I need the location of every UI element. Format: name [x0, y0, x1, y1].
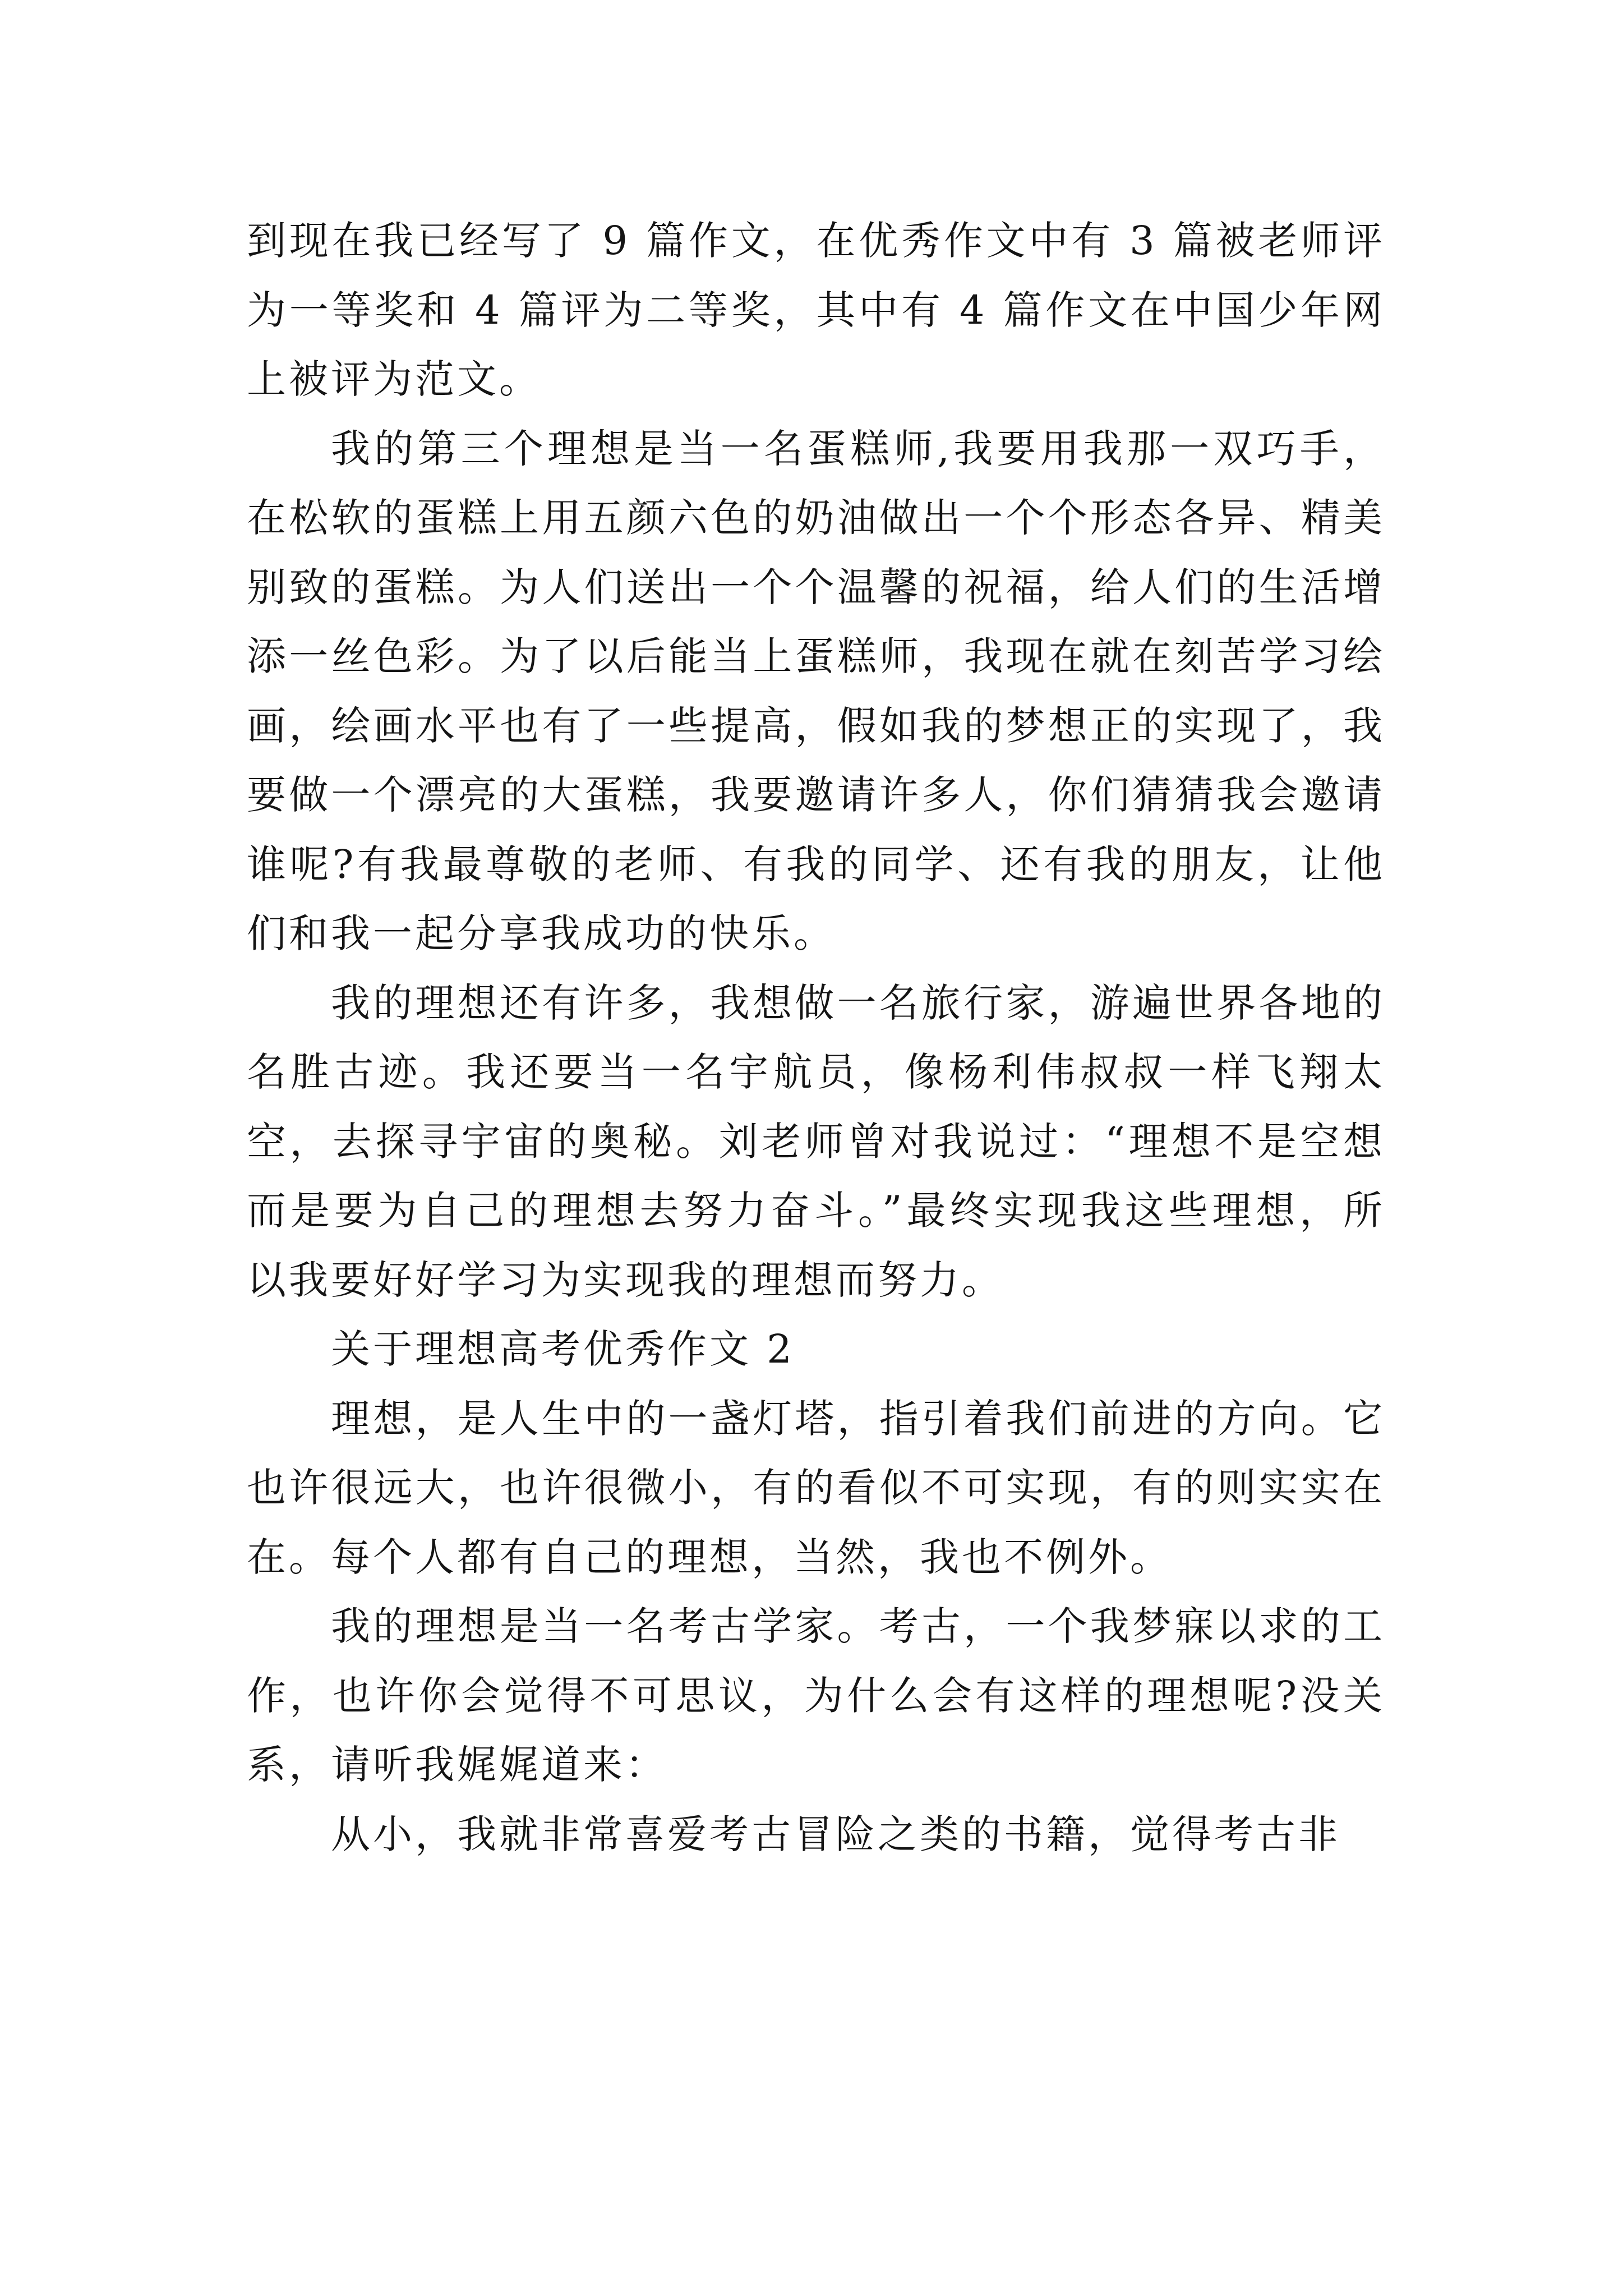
paragraph-childhood: 从小，我就非常喜爱考古冒险之类的书籍，觉得考古非 — [331, 1811, 1340, 1857]
paragraph-continuation: 到现在我已经写了 9 篇作文，在优秀作文中有 3 篇被老师评为一等奖和 4 篇评为二等奖，其中有 4 篇作文在中国少年网上被评为范文。 — [247, 218, 1385, 402]
paragraph-other-dreams: 我的理想还有许多，我想做一名旅行家，游遍世界各地的名胜古迹。我还要当一名宇航员，像杨利伟叔叔一样飞翔太空，去探寻宇宙的奥秘。刘老师曾对我说过：“理想不是空想而是要为自己的理想去努力奋斗。”最终实现我这些理想，所以我要好好学习为实现我的理想而努力。 — [247, 979, 1385, 1303]
essay-body — [247, 206, 1385, 1869]
paragraph-cake-dream: 我的第三个理想是当一名蛋糕师,我要用我那一双巧手，在松软的蛋糕上用五颜六色的奶油做出一个个形态各异、精美别致的蛋糕。为人们送出一个个温馨的祝福，给人们的生活增添一丝色彩。为了以后能当上蛋糕师，我现在就在刻苦学习绘画，绘画水平也有了一些提高，假如我的梦想正的实现了，我要做一个漂亮的大蛋糕，我要邀请许多人，你们猜猜我会邀请谁呢?有我最尊敬的老师、有我的同学、还有我的朋友，让他们和我一起分享我成功的快乐。 — [247, 425, 1385, 956]
paragraph-archaeologist: 我的理想是当一名考古学家。考古，一个我梦寐以求的工作，也许你会觉得不可思议，为什么会有这样的理想呢?没关系，请听我娓娓道来： — [247, 1603, 1385, 1788]
essay-heading: 关于理想高考优秀作文 2 — [331, 1326, 795, 1372]
paragraph-ideal-lighthouse: 理想，是人生中的一盏灯塔，指引着我们前进的方向。它也许很远大，也许很微小，有的看似不可实现，有的则实实在在。每个人都有自己的理想，当然，我也不例外。 — [247, 1395, 1385, 1580]
